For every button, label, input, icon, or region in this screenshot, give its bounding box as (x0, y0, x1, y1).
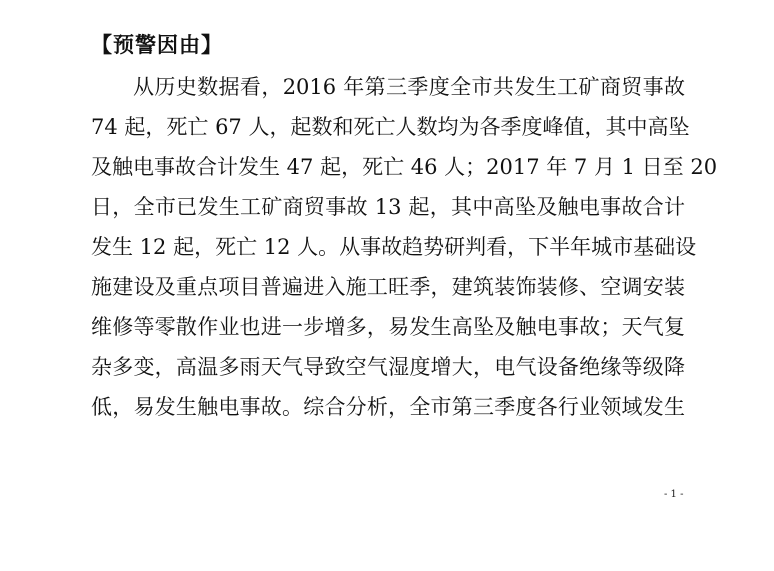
paragraph-line-3: 及触电事故合计发生 47 起，死亡 46 人；2017 年 7 月 1 日至 20 (91, 155, 718, 179)
paragraph-line-8: 杂多变，高温多雨天气导致空气湿度增大，电气设备绝缘等级降 (91, 355, 685, 379)
paragraph-line-2: 74 起，死亡 67 人，起数和死亡人数均为各季度峰值，其中高坠 (91, 115, 690, 139)
paragraph-line-4: 日，全市已发生工矿商贸事故 13 起，其中高坠及触电事故合计 (91, 195, 685, 219)
paragraph-line-5: 发生 12 起，死亡 12 人。从事故趋势研判看，下半年城市基础设 (91, 235, 697, 259)
paragraph-line-1: 从历史数据看，2016 年第三季度全市共发生工矿商贸事故 (133, 75, 685, 99)
paragraph-line-9: 低，易发生触电事故。综合分析，全市第三季度各行业领域发生 (91, 395, 685, 419)
section-heading: 【预警因由】 (91, 32, 223, 57)
paragraph-line-7: 维修等零散作业也进一步增多，易发生高坠及触电事故；天气复 (91, 315, 685, 339)
page-number: - 1 - (664, 489, 684, 500)
paragraph-line-6: 施建设及重点项目普遍进入施工旺季，建筑装饰装修、空调安装 (91, 275, 685, 299)
